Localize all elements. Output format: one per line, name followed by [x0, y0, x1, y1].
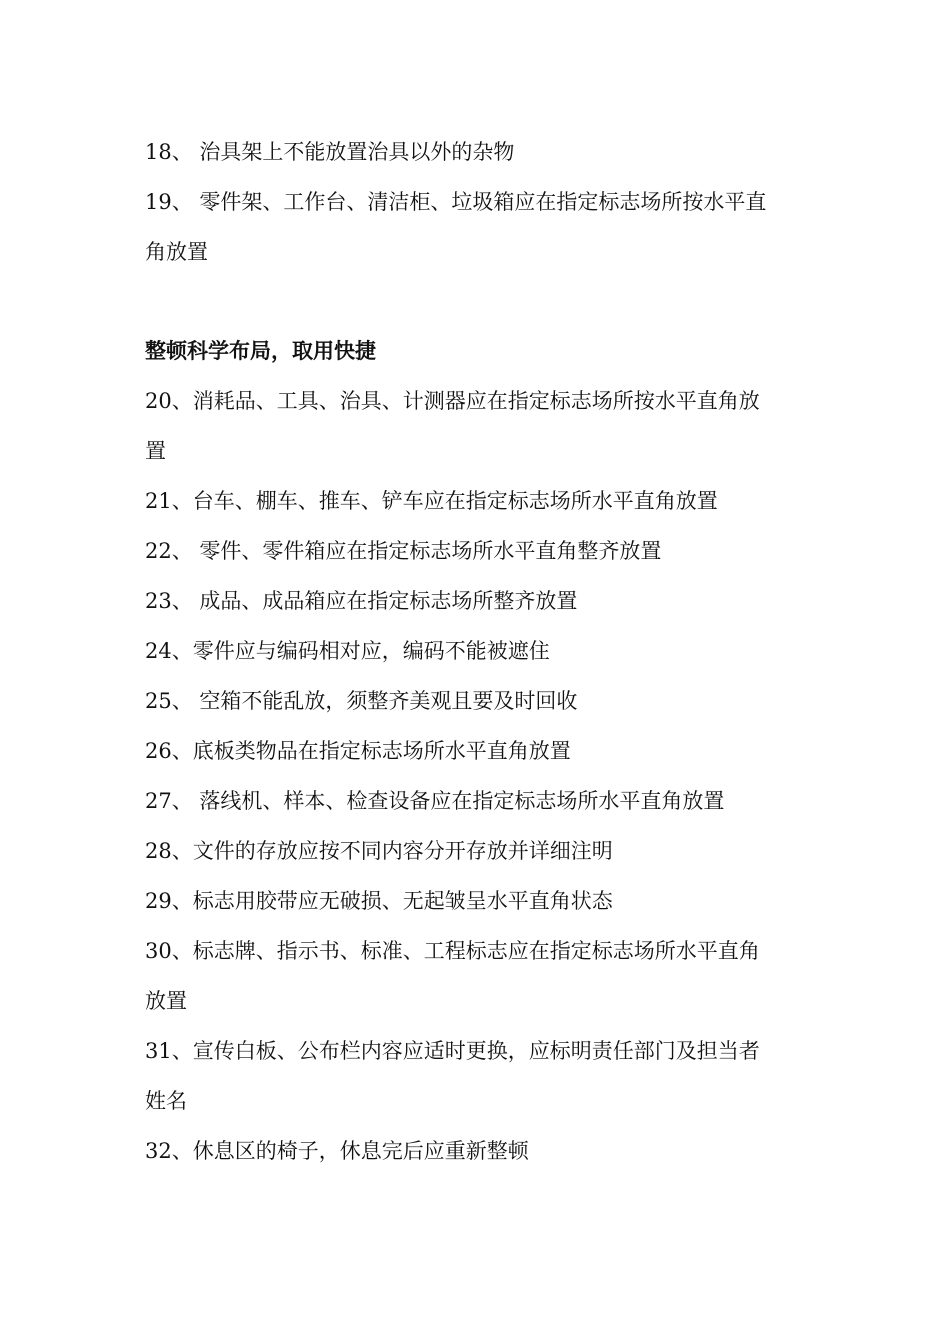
- list-item: 角放置: [145, 240, 208, 264]
- section-heading: 整顿科学布局，取用快捷: [145, 338, 376, 363]
- list-item: 23、 成品、成品箱应在指定标志场所整齐放置: [145, 589, 578, 613]
- rules-list: [145, 376, 815, 1176]
- list-item: 22、 零件、零件箱应在指定标志场所水平直角整齐放置: [145, 539, 662, 563]
- list-item: 姓名: [145, 1089, 187, 1113]
- list-item: 29、标志用胶带应无破损、无起皱呈水平直角状态: [145, 889, 613, 913]
- list-item: 30、标志牌、指示书、标准、工程标志应在指定标志场所水平直角: [145, 939, 760, 963]
- intro-list: [145, 127, 815, 277]
- list-item: 21、台车、棚车、推车、铲车应在指定标志场所水平直角放置: [145, 489, 718, 513]
- list-item: 25、 空箱不能乱放，须整齐美观且要及时回收: [145, 689, 578, 713]
- list-item: 31、宣传白板、公布栏内容应适时更换，应标明责任部门及担当者: [145, 1039, 760, 1063]
- list-item: 置: [145, 439, 166, 463]
- list-item: 26、底板类物品在指定标志场所水平直角放置: [145, 739, 571, 763]
- list-item: 24、零件应与编码相对应，编码不能被遮住: [145, 639, 550, 663]
- list-item: 28、文件的存放应按不同内容分开存放并详细注明: [145, 839, 613, 863]
- list-item: 放置: [145, 989, 187, 1013]
- list-item: 18、 治具架上不能放置治具以外的杂物: [145, 140, 515, 164]
- list-item: 32、休息区的椅子，休息完后应重新整顿: [145, 1139, 529, 1163]
- list-item: 19、 零件架、工作台、清洁柜、垃圾箱应在指定标志场所按水平直: [145, 190, 767, 214]
- list-item: 20、消耗品、工具、治具、计测器应在指定标志场所按水平直角放: [145, 389, 760, 413]
- list-item: 27、 落线机、样本、检查设备应在指定标志场所水平直角放置: [145, 789, 725, 813]
